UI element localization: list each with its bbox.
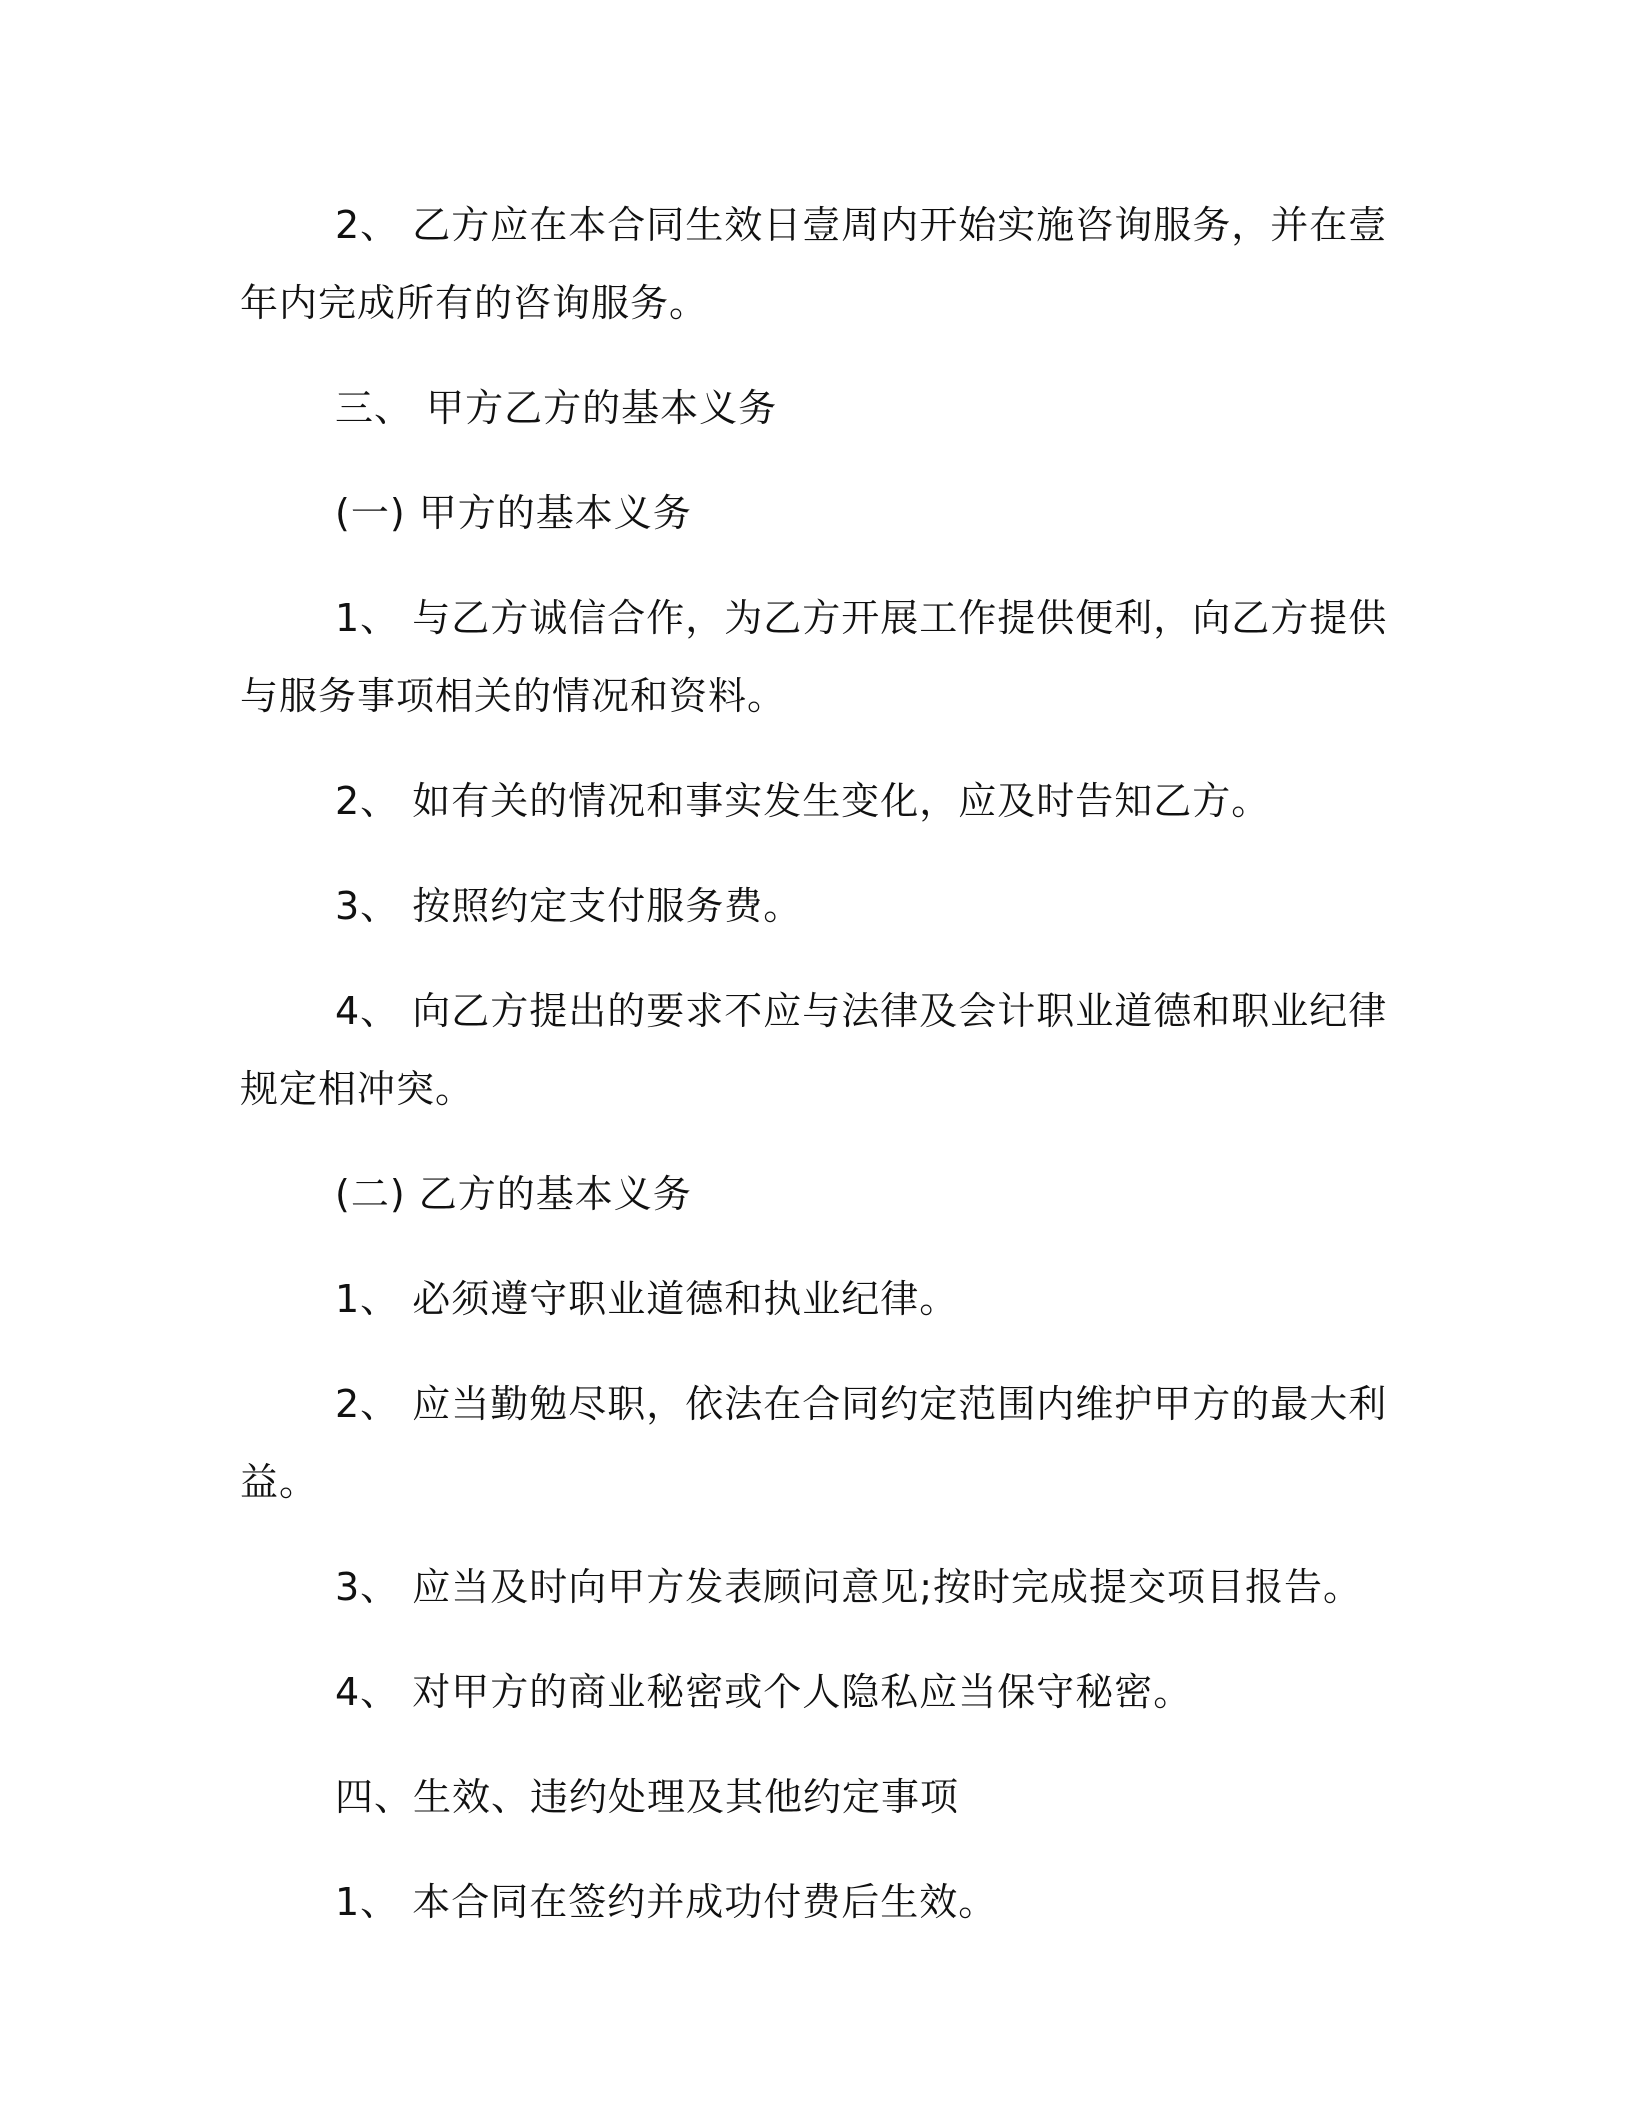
- party-b-clause-2: 2、 应当勤勉尽职，依法在合同约定范围内维护甲方的最大利益。: [240, 1382, 1388, 1504]
- section-heading-effectiveness: 四、生效、违约处理及其他约定事项: [335, 1775, 960, 1819]
- party-a-clause-4: 4、 向乙方提出的要求不应与法律及会计职业道德和职业纪律规定相冲突。: [240, 989, 1388, 1111]
- party-b-clause-3: 3、 应当及时向甲方发表顾问意见;按时完成提交项目报告。: [335, 1565, 1363, 1609]
- party-a-clause-2: 2、 如有关的情况和事实发生变化，应及时告知乙方。: [335, 779, 1271, 823]
- clause-2-service-period: 2、 乙方应在本合同生效日壹周内开始实施咨询服务，并在壹年内完成所有的咨询服务。: [240, 203, 1388, 325]
- party-a-clause-1: 1、 与乙方诚信合作，为乙方开展工作提供便利，向乙方提供与服务事项相关的情况和资料。: [240, 596, 1388, 718]
- subsection-heading-party-a: (一) 甲方的基本义务: [335, 491, 692, 535]
- document-body: [240, 186, 1410, 1968]
- section-heading-obligations: 三、 甲方乙方的基本义务: [335, 386, 778, 430]
- party-b-clause-4: 4、 对甲方的商业秘密或个人隐私应当保守秘密。: [335, 1670, 1193, 1714]
- effectiveness-clause-1: 1、 本合同在签约并成功付费后生效。: [335, 1880, 998, 1924]
- party-b-clause-1: 1、 必须遵守职业道德和执业纪律。: [335, 1277, 959, 1321]
- party-a-clause-3: 3、 按照约定支付服务费。: [335, 884, 803, 928]
- subsection-heading-party-b: (二) 乙方的基本义务: [335, 1172, 692, 1216]
